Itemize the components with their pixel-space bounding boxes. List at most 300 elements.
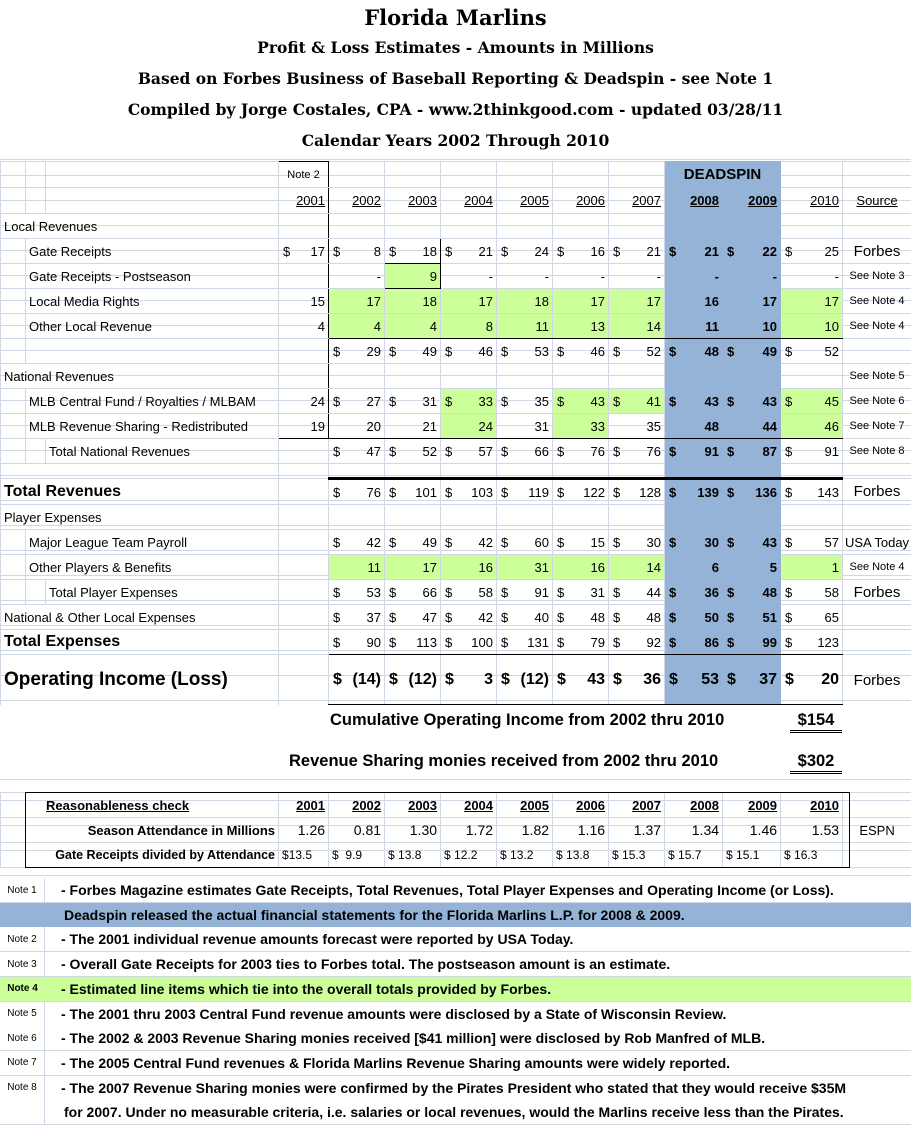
value-cell [441, 505, 497, 530]
value: 20 [366, 418, 381, 434]
revsharing-label: Revenue Sharing monies received from 2002 thru 2010 [289, 752, 719, 770]
row-label: Total Revenues [1, 479, 279, 505]
revsharing-value: $302 [790, 752, 842, 774]
cell [553, 162, 609, 188]
cell [1, 239, 26, 264]
check-value: 1.30 [385, 818, 441, 843]
note-row [0, 1076, 911, 1101]
value: 3 [484, 670, 493, 688]
dollar-sign: $ [727, 534, 735, 550]
dollar-sign: $ [445, 634, 453, 650]
value: (12) [408, 670, 437, 688]
value: 31 [534, 559, 549, 575]
table-row [1, 464, 911, 479]
value-cell [609, 414, 665, 439]
dollar-sign: $ [557, 443, 565, 459]
dollar-sign: $ [669, 443, 677, 459]
value: 24 [310, 393, 325, 409]
note-text: - Estimated line items which tie into the overall totals provided by Forbes. [61, 980, 552, 997]
value-cell [665, 655, 723, 706]
row-label: Local Media Rights [26, 289, 279, 314]
value-cell [781, 389, 843, 414]
cell [609, 162, 665, 188]
note-tag [0, 1100, 45, 1124]
value-cell [553, 289, 609, 314]
table-row [1, 364, 911, 389]
dollar-sign: $ [785, 609, 793, 625]
dollar-sign: $ [501, 534, 509, 550]
value-cell [385, 289, 441, 314]
value-cell [385, 314, 441, 339]
table-row [1, 655, 911, 706]
cell [497, 162, 553, 188]
note-text: - The 2002 & 2003 Revenue Sharing monies received [$41 million] were disclosed by Rob Manfred of MLB. [61, 1030, 766, 1047]
value-cell [781, 314, 843, 339]
value-cell [665, 505, 723, 530]
value-cell [781, 339, 843, 364]
value-cell [497, 580, 553, 605]
value-cell [497, 605, 553, 630]
value-cell [609, 630, 665, 655]
dollar-sign: $ [669, 634, 677, 650]
value-cell [723, 655, 781, 706]
cell [843, 162, 911, 188]
value: 45 [824, 393, 840, 409]
row-label: Player Expenses [1, 505, 279, 530]
value-cell [553, 505, 609, 530]
value-cell [665, 605, 723, 630]
value-cell [665, 264, 723, 289]
cell [26, 188, 46, 214]
check-value: 2009 [723, 793, 781, 818]
dollar-sign: $ [501, 634, 509, 650]
cell [1, 818, 26, 843]
value-cell [781, 605, 843, 630]
check-value: 2010 [781, 793, 843, 818]
dollar-sign: $ [333, 534, 341, 550]
value-cell [781, 505, 843, 530]
cell [1, 843, 26, 868]
value-cell [279, 414, 329, 439]
cell [385, 162, 441, 188]
dollar-sign: $ [501, 243, 509, 259]
value: - [488, 268, 493, 284]
value: 53 [701, 670, 719, 688]
check-value: $ 13.8 [553, 843, 609, 868]
year-header: 2002 [329, 188, 385, 214]
value: (12) [520, 670, 549, 688]
dollar-sign: $ [785, 670, 794, 688]
value: 119 [528, 484, 549, 500]
value-cell [385, 555, 441, 580]
value-cell [279, 339, 329, 364]
value-cell [385, 464, 441, 479]
dollar-sign: $ [613, 443, 621, 459]
dollar-sign: $ [557, 243, 565, 259]
dollar-sign: $ [389, 584, 397, 600]
value: 8 [485, 318, 493, 334]
value-cell [441, 314, 497, 339]
check-value: $ 12.2 [441, 843, 497, 868]
value-cell [279, 264, 329, 289]
check-value: 2005 [497, 793, 553, 818]
dollar-sign: $ [389, 484, 397, 500]
value: 25 [824, 243, 840, 259]
value: 33 [478, 393, 493, 409]
dollar-sign: $ [501, 584, 509, 600]
table-row [1, 339, 911, 364]
value-cell [781, 530, 843, 555]
value-cell [441, 439, 497, 464]
value: 66 [534, 443, 549, 459]
dollar-sign: $ [557, 484, 565, 500]
value-cell [723, 364, 781, 389]
value: 36 [704, 584, 719, 600]
dollar-sign: $ [727, 584, 735, 600]
value-cell [497, 464, 553, 479]
value-cell [609, 289, 665, 314]
value-cell [279, 364, 329, 389]
value-cell [781, 655, 843, 706]
value: 91 [704, 443, 719, 459]
value: 58 [478, 584, 493, 600]
value: 47 [422, 609, 437, 625]
dollar-sign: $ [445, 534, 453, 550]
value-cell [665, 314, 723, 339]
summary-block [0, 705, 911, 780]
dollar-sign: $ [727, 343, 735, 359]
value-cell [329, 580, 385, 605]
dollar-sign: $ [389, 393, 397, 409]
dollar-sign: $ [727, 243, 735, 259]
note-tag: Note 5 [0, 1002, 45, 1026]
dollar-sign: $ [389, 343, 397, 359]
value-cell [781, 464, 843, 479]
value: 53 [534, 343, 549, 359]
value: 31 [534, 418, 549, 434]
dollar-sign: $ [445, 393, 453, 409]
value-cell [781, 580, 843, 605]
cell [26, 162, 46, 188]
value-cell [665, 555, 723, 580]
value: 10 [762, 318, 778, 334]
value: 48 [762, 584, 778, 600]
value-cell [553, 214, 609, 239]
table-row [1, 479, 911, 505]
check-source [843, 843, 911, 868]
dollar-sign: $ [557, 393, 565, 409]
year-header: 2005 [497, 188, 553, 214]
value: 46 [590, 343, 605, 359]
value: 9 [429, 268, 437, 284]
note-text: - The 2007 Revenue Sharing monies were confirmed by the Pirates President who stated that they would receive $35M [61, 1079, 847, 1096]
value-cell [497, 314, 553, 339]
value: 37 [366, 609, 381, 625]
value-cell [609, 264, 665, 289]
check-value: 1.53 [781, 818, 843, 843]
dollar-sign: $ [727, 609, 735, 625]
value-cell [553, 339, 609, 364]
value: 49 [762, 343, 778, 359]
value-cell [441, 289, 497, 314]
value: 21 [704, 243, 719, 259]
check-source: ESPN [843, 818, 911, 843]
cell [1, 530, 26, 555]
value-cell [441, 214, 497, 239]
row-label: National & Other Local Expenses [1, 605, 279, 630]
value: 57 [478, 443, 493, 459]
cumulative-label: Cumulative Operating Income from 2002 thru 2010 [330, 711, 725, 729]
value: 16 [590, 243, 605, 259]
value: 17 [590, 293, 605, 309]
value: 4 [373, 318, 381, 334]
value: 131 [527, 634, 549, 650]
subtitle: Compiled by Jorge Costales, CPA - www.2thinkgood.com - updated 03/28/11 [127, 100, 784, 119]
table-row [1, 264, 911, 289]
year-header: 2007 [609, 188, 665, 214]
check-value: 2004 [441, 793, 497, 818]
value-cell [279, 314, 329, 339]
dollar-sign: $ [389, 243, 397, 259]
value: 30 [646, 534, 661, 550]
row-label [1, 464, 279, 479]
page-title: Florida Marlins [364, 5, 547, 30]
value-cell [723, 314, 781, 339]
value-cell [279, 464, 329, 479]
dollar-sign: $ [333, 393, 341, 409]
dollar-sign: $ [389, 443, 397, 459]
dollar-sign: $ [557, 609, 565, 625]
value: 49 [422, 343, 437, 359]
value: - [544, 268, 549, 284]
value-cell [609, 505, 665, 530]
value: 35 [646, 418, 661, 434]
value: 86 [704, 634, 719, 650]
dollar-sign: $ [613, 584, 621, 600]
value: 52 [824, 343, 840, 359]
check-value: 2003 [385, 793, 441, 818]
pnl-table [0, 161, 911, 707]
value-cell [385, 530, 441, 555]
year-header: 2009 [723, 188, 781, 214]
value-cell [329, 630, 385, 655]
value: 41 [646, 393, 661, 409]
note-tag [0, 903, 45, 927]
value-cell [781, 289, 843, 314]
value: 128 [639, 484, 661, 500]
cumulative-value: $154 [790, 711, 842, 733]
note-text: - Forbes Magazine estimates Gate Receipts, Total Revenues, Total Player Expenses and Operating Income (or Loss). [61, 882, 834, 898]
source-cell [843, 505, 911, 530]
note-tag: Note 3 [0, 952, 45, 976]
source-cell: See Note 4 [843, 314, 911, 339]
value: 27 [366, 393, 381, 409]
check-value: $ 13.8 [385, 843, 441, 868]
source-cell: See Note 8 [843, 439, 911, 464]
value: 18 [422, 293, 437, 309]
value-cell [665, 580, 723, 605]
table-row [1, 605, 911, 630]
dollar-sign: $ [445, 443, 453, 459]
value: 46 [824, 418, 840, 434]
value-cell [385, 580, 441, 605]
note-tag: Note 8 [0, 1076, 45, 1100]
dollar-sign: $ [501, 393, 509, 409]
value: 17 [422, 559, 437, 575]
value: 57 [824, 534, 840, 550]
value-cell [553, 655, 609, 706]
dollar-sign: $ [785, 343, 793, 359]
value-cell [329, 464, 385, 479]
value-cell [723, 555, 781, 580]
dollar-sign: $ [727, 634, 735, 650]
year-header: 2006 [553, 188, 609, 214]
value: 4 [429, 318, 437, 334]
value: 101 [415, 484, 437, 500]
check-label: Reasonableness check [26, 793, 279, 818]
value: 51 [762, 609, 778, 625]
dollar-sign: $ [727, 443, 735, 459]
value-cell [329, 555, 385, 580]
value-cell [553, 530, 609, 555]
value: 30 [704, 534, 719, 550]
value-cell [329, 339, 385, 364]
year-header: 2010 [781, 188, 843, 214]
dollar-sign: $ [557, 534, 565, 550]
value: 92 [646, 634, 661, 650]
value: 123 [817, 634, 840, 650]
value: 14 [646, 318, 661, 334]
value-cell [441, 389, 497, 414]
value: 33 [590, 418, 605, 434]
dollar-sign: $ [445, 343, 453, 359]
row-label [26, 339, 279, 364]
note-row [0, 977, 911, 1002]
check-value: 2008 [665, 793, 723, 818]
value-cell [723, 630, 781, 655]
value-cell [723, 580, 781, 605]
value: 43 [587, 670, 605, 688]
note-row [0, 1002, 911, 1027]
value-cell [723, 414, 781, 439]
table-row [1, 314, 911, 339]
value-cell [441, 414, 497, 439]
value-cell [497, 555, 553, 580]
value-cell [723, 339, 781, 364]
note-text: - Overall Gate Receipts for 2003 ties to Forbes total. The postseason amount is an estimate. [61, 956, 671, 973]
value: 76 [366, 484, 381, 500]
table-row [1, 389, 911, 414]
value: 44 [646, 584, 661, 600]
value: 19 [310, 418, 325, 434]
check-value: 1.37 [609, 818, 665, 843]
cell [1, 162, 26, 188]
value-cell [723, 505, 781, 530]
value-cell [385, 605, 441, 630]
row-label: MLB Central Fund / Royalties / MLBAM [26, 389, 279, 414]
note-tag: Note 4 [7, 983, 38, 995]
dollar-sign: $ [785, 634, 793, 650]
value-cell [553, 605, 609, 630]
cell [781, 162, 843, 188]
value: 40 [534, 609, 549, 625]
value-cell [553, 464, 609, 479]
cell [46, 188, 279, 214]
value-cell [665, 439, 723, 464]
value-cell [279, 655, 329, 706]
value: 18 [422, 243, 437, 259]
dollar-sign: $ [501, 443, 509, 459]
value: 48 [704, 418, 719, 434]
value-cell [665, 389, 723, 414]
check-source [843, 793, 911, 818]
row-label: Total Expenses [1, 630, 279, 655]
value: 15 [590, 534, 605, 550]
value-cell [781, 555, 843, 580]
note-tag: Note 1 [0, 878, 45, 902]
value: 36 [643, 670, 661, 688]
value-cell [385, 630, 441, 655]
value-cell [609, 339, 665, 364]
value-cell [497, 630, 553, 655]
value-cell [497, 505, 553, 530]
year-header: 2003 [385, 188, 441, 214]
value-cell [665, 479, 723, 505]
value-cell [385, 389, 441, 414]
value: - [772, 268, 778, 284]
dollar-sign: $ [613, 243, 621, 259]
value-cell [385, 364, 441, 389]
check-value: 2001 [279, 793, 329, 818]
check-value: 1.16 [553, 818, 609, 843]
check-row [1, 818, 911, 843]
source-cell [843, 339, 911, 364]
check-value: 1.34 [665, 818, 723, 843]
value-cell [329, 414, 385, 439]
value-cell [609, 239, 665, 264]
value-cell [665, 630, 723, 655]
value: 99 [762, 634, 778, 650]
dollar-sign: $ [669, 393, 677, 409]
source-cell: See Note 4 [843, 555, 911, 580]
source-cell [843, 605, 911, 630]
value-cell [385, 264, 441, 289]
check-value: $ 15.1 [723, 843, 781, 868]
value: 91 [534, 584, 549, 600]
value: 122 [583, 484, 605, 500]
value-cell [329, 439, 385, 464]
value-cell [665, 364, 723, 389]
cell [1, 188, 26, 214]
dollar-sign: $ [727, 393, 735, 409]
check-label: Season Attendance in Millions [26, 818, 279, 843]
row-label: Major League Team Payroll [26, 530, 279, 555]
value-cell [723, 264, 781, 289]
value: - [600, 268, 605, 284]
year-header-row [1, 188, 911, 214]
value-cell [329, 605, 385, 630]
value: 76 [646, 443, 661, 459]
check-row [1, 843, 911, 868]
value: 113 [416, 634, 437, 650]
note-row [0, 878, 911, 903]
table-row [1, 439, 911, 464]
value-cell [553, 314, 609, 339]
table-row [1, 239, 911, 264]
table-row [1, 555, 911, 580]
value-cell [553, 414, 609, 439]
value: 17 [646, 293, 661, 309]
